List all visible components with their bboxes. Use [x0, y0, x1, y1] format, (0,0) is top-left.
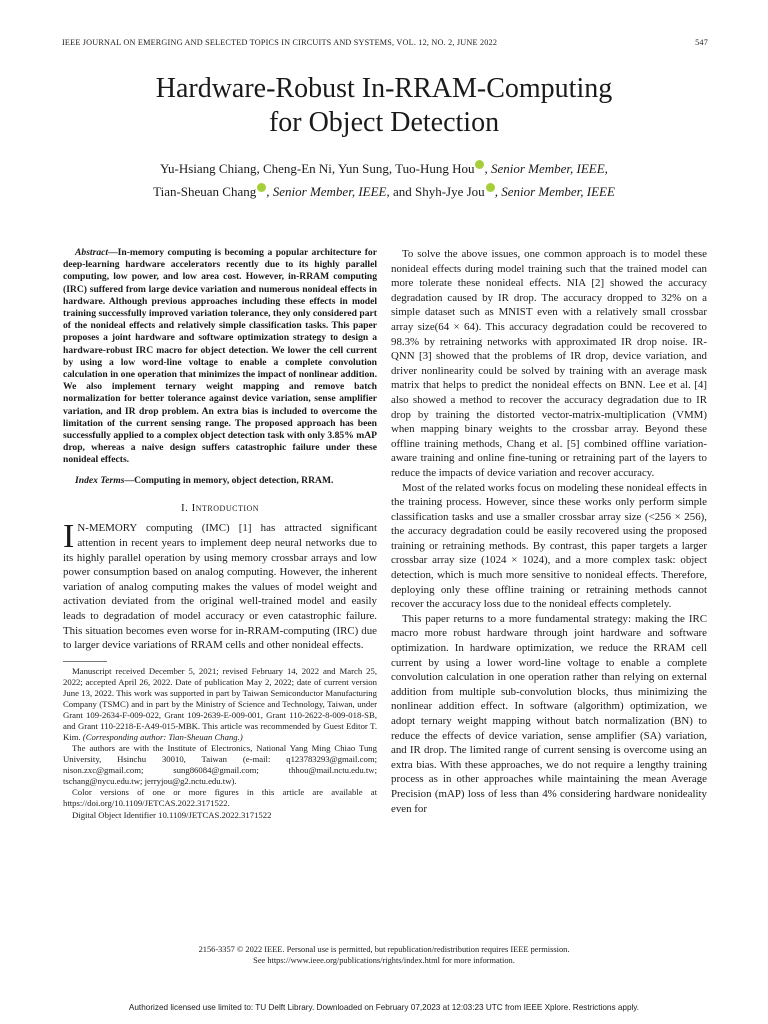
body-paragraph: This paper returns to a more fundamental strategy: making the IRC macro more robust hardware through joint hardware and software optimization. In hardware optimization, we reduce the RRAM cell current by using a lower word-line voltage to enable a complete convolution calculation in one operation rather than relying on external addition from multiple sub-convolution blocks, thus minimizing the nonlinear addition effect. In software (algorithm) optimization, we adopt ternary weight mapping without batch normalization (BN) to reduce the effects of device variation, sense amplifier (SA) variation, and IR drop. The limited range of current sensing is overcome using an extra bias. With these approaches, we do not require a lengthy training process as in other approaches while maintaining the mean Average Precision (mAP) loss of less than 4% considering hardware nonideality even for	[391, 612, 707, 815]
index-terms-label: Index Terms	[75, 474, 125, 486]
footnote-rule	[63, 661, 107, 662]
manuscript-note: Manuscript received December 5, 2021; revised February 14, 2022 and March 25, 2022; accepted April 26, 2022. Date of publication May 2, 2022; date of current version June 13, 2022. This work was supported in part by Taiwan Semiconductor Manufacturing Company (TSMC) and in part by the Ministry of Science and Technology, Taiwan, under Grant 109-2634-F-009-022, Grant 109-2639-E-009-001, Grant 110-2622-8-009-018-SB, and Grant 110-2218-E-A49-015-MBK. This article was recommended by Guest Editor T. Kim. (Corresponding author: Tian-Sheuan Chang.)	[63, 665, 377, 742]
author-role: , Senior Member, IEEE,	[484, 161, 608, 176]
copyright-notice: 2156-3357 © 2022 IEEE. Personal use is permitted, but republication/redistribution requires IEEE permission. See https://www.ieee.org/publications/rights/index.html for more information.	[198, 945, 570, 965]
body-paragraph: To solve the above issues, one common approach is to model these nonideal effects during model training such that the trained model can more tolerate these nonideal effects. NIA [2] showed the accuracy degradation caused by IR drop. The accuracy dropped to 32% on a simple dataset such as MNIST even with a relatively small crossbar array size(64 × 64). This accuracy degradation could be recovered to 98.3% by retraining networks with approximated IR drop noise. IR-QNN [3] showed that the problems of IR drop, device variation, and driver nonlinearity could be solved by training with an average mask matrix that helps to predict the nonideal effects on BNN. Lee et al. [4] also showed a method to recover the accuracy degradation due to IR drop by training the distorted vector-matrix-multiplication (VMM) when mapping binary weights to the crossbar array. Beyond these offline training methods, Chang et al. [5] combined offline variation-aware training and online fine-tuning or retraining part of the layers to reduce the impacts of device variation and recover accuracy.	[391, 248, 707, 479]
drop-cap: I	[63, 518, 75, 556]
title-line-2: for Object Detection	[268, 107, 500, 138]
title-line-1: Hardware-Robust In-RRAM-Computing	[155, 73, 613, 104]
abstract-label: Abstract	[75, 247, 109, 258]
authors-line-1: Yu-Hsiang Chiang, Cheng-En Ni, Yun Sung, Tuo-Hung Hou	[160, 161, 475, 176]
right-column	[391, 247, 707, 816]
license-footer: Authorized licensed use limited to: TU Delft Library. Downloaded on February 07,2023 at 12:03:23 UTC from IEEE Xplore. Restrictions apply.	[128, 1003, 640, 1012]
orcid-icon[interactable]	[257, 183, 266, 192]
paper-title	[0, 72, 768, 140]
abstract	[63, 247, 377, 467]
orcid-icon[interactable]	[486, 183, 495, 192]
journal-name: IEEE JOURNAL ON EMERGING AND SELECTED TOPICS IN CIRCUITS AND SYSTEMS, VOL. 12, NO. 2, JUNE 2022	[62, 38, 498, 47]
index-terms	[63, 475, 377, 487]
section-heading: I. Introduction	[180, 501, 260, 514]
color-versions-note: Color versions of one or more figures in this article are available at https://doi.org/10.1109/JETCAS.2022.3171522.	[63, 786, 377, 808]
author-role: , Senior Member, IEEE,	[266, 184, 390, 199]
affiliation-note: The authors are with the Institute of Electronics, National Yang Ming Chiao Tung University, Hsinchu 30010, Taiwan (e-mail: q123783293@gmail.com; nison.zxc@gmail.com; sung86084@gmail.com; thhou@mail.nctu.edu.tw; tschang@nycu.edu.tw; jerryjou@g2.nctu.edu.tw).	[63, 742, 377, 786]
author-list	[40, 157, 728, 203]
corresponding-author: (Corresponding author: Tian-Sheuan Chang.)	[80, 731, 243, 742]
doi-note: Digital Object Identifier 10.1109/JETCAS.2022.3171522	[72, 809, 272, 820]
author-role: , Senior Member, IEEE	[494, 184, 615, 199]
index-terms-text: —Computing in memory, object detection, RRAM.	[124, 474, 334, 486]
author-name: and Shyh-Jye Jou	[389, 184, 485, 199]
intro-paragraph: I N-MEMORY computing (IMC) [1] has attracted significant attention in recent years to implement deep neural networks due to its highly parallel operation by using memory crossbar arrays and low power consumption based on analog computing. However, the inherent variation of analog computing makes the values of model weight and activation deviated from the original well-trained model and easily leads to degradation of model accuracy or even catastrophic failure. This situation becomes even worse for in-RRAM-computing (IRC) due to larger device variations of RRAM cells and other nonideal effects.	[63, 518, 377, 652]
abstract-text: —In-memory computing is becoming a popular architecture for deep-learning hardware accelerators recently due to its highly parallel computing, low power, and low area cost. However, in-RRAM computing (IRC) suffered from large device variation and numerous nonideal effects in hardware. Although previous approaches including these effects in model training successfully improved variation tolerance, they only considered part of the nonideal effects and relatively simple classification tasks. This paper proposes a joint hardware and software optimization strategy to design a hardware-robust IRC macro for object detection. We lower the cell current by using a low word-line voltage to enable a complete convolution calculation in one operation that minimizes the impact of nonlinear addition. We also implement ternary weight mapping and remove batch normalization for better tolerance against device variation, sense amplifier variation, and IR drop problem. An extra bias is included to overcome the limitation of the current sensing range. The proposed approach has been successfully applied to a complex object detection task with only 3.85% mAP drop, whereas a naive design suffers catastrophic failure under these nonideal effects.	[63, 247, 377, 466]
page-number: 547	[695, 38, 708, 47]
left-column	[63, 247, 377, 821]
body-paragraph: Most of the related works focus on modeling these nonideal effects in the training process. However, since these works only perform simple classification tasks and use a smaller crossbar array size (<256 × 256), the accuracy degradation could be easily recovered using the proposed training or retraining methods. By contrast, this paper targets a larger crossbar array size (1024 × 1024), and a more complex task: object detection, which is much more sensitive to nonideal effects. Therefore, deploying only these offline training or retraining methods cannot recover the accuracy loss due to the nonideal effects completely.	[391, 481, 707, 611]
author-name: Tian-Sheuan Chang	[153, 184, 257, 199]
